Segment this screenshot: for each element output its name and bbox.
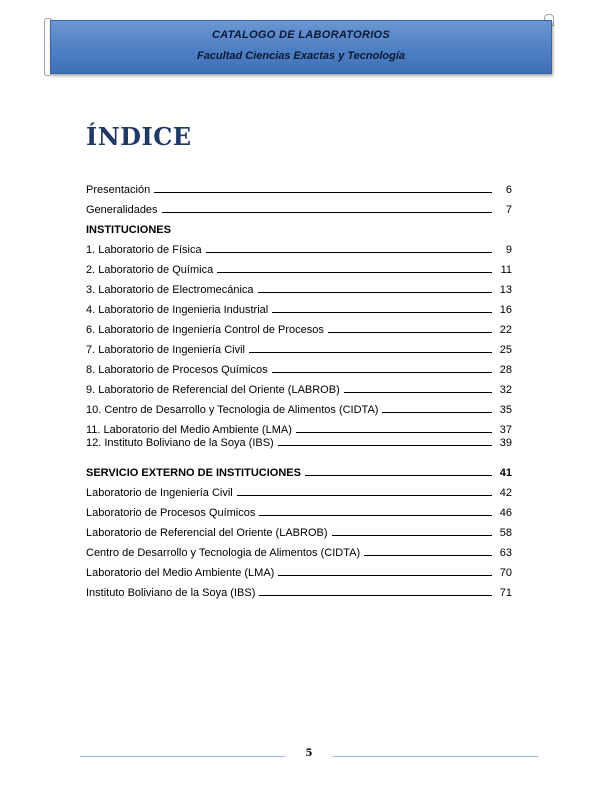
toc-leader	[364, 555, 492, 556]
toc-entry-label: Instituto Boliviano de la Soya (IBS)	[86, 587, 256, 599]
toc-section-heading	[86, 216, 512, 236]
header-subtitle: Facultad Ciencias Exactas y Tecnología	[196, 50, 406, 62]
toc-entry-label: SERVICIO EXTERNO DE INSTITUCIONES	[86, 467, 301, 479]
toc-entry[interactable]	[86, 416, 512, 436]
toc-entry[interactable]	[86, 559, 512, 579]
toc-entry[interactable]	[86, 519, 512, 539]
toc-entry-page: 9	[505, 244, 512, 256]
toc-entry-label: 4. Laboratorio de Ingenieria Industrial	[86, 304, 269, 316]
header-banner	[44, 14, 554, 74]
toc-entry[interactable]	[86, 499, 512, 519]
toc-entry-page: 58	[499, 527, 512, 539]
toc-entry-page: 25	[499, 344, 512, 356]
toc-entry-page: 6	[505, 184, 512, 196]
toc-leader	[206, 252, 492, 253]
toc-leader	[305, 475, 492, 476]
page-footer	[80, 748, 538, 764]
toc-entry[interactable]	[86, 316, 512, 336]
toc-leader	[382, 412, 492, 413]
toc-entry-label: 6. Laboratorio de Ingeniería Control de Procesos	[86, 324, 324, 336]
toc-entry[interactable]	[86, 336, 512, 356]
toc-leader	[278, 445, 492, 446]
toc-entry[interactable]	[86, 436, 512, 449]
toc-entry[interactable]	[86, 479, 512, 499]
footer-divider-right	[333, 756, 538, 757]
toc-leader	[249, 352, 492, 353]
toc-entry-label: Generalidades	[86, 204, 158, 216]
toc-entry-label: 8. Laboratorio de Procesos Químicos	[86, 364, 268, 376]
toc-entry-label: Presentación	[86, 184, 151, 196]
toc-leader	[258, 292, 492, 293]
toc-entry-page: 71	[499, 587, 512, 599]
toc-entry-page: 13	[499, 284, 512, 296]
table-of-contents	[86, 176, 512, 599]
toc-entry-page: 70	[499, 567, 512, 579]
toc-entry-page: 41	[499, 467, 512, 479]
toc-leader	[272, 372, 492, 373]
header-title: CATALOGO DE LABORATORIOS	[211, 29, 391, 41]
header-scroll	[50, 20, 552, 74]
toc-leader	[154, 192, 492, 193]
toc-entry-page: 32	[499, 384, 512, 396]
toc-leader	[217, 272, 492, 273]
toc-entry[interactable]	[86, 176, 512, 196]
toc-leader	[278, 575, 492, 576]
toc-entry-label: 10. Centro de Desarrollo y Tecnologia de Alimentos (CIDTA)	[86, 404, 379, 416]
toc-entry-page: 39	[499, 437, 512, 449]
toc-entry-page: 46	[499, 507, 512, 519]
toc-leader	[272, 312, 492, 313]
toc-leader	[259, 515, 492, 516]
toc-entry-page: 35	[499, 404, 512, 416]
toc-entry-label: Laboratorio de Ingeniería Civil	[86, 487, 233, 499]
toc-entry-label: 9. Laboratorio de Referencial del Oriente (LABROB)	[86, 384, 340, 396]
toc-entry-page: 37	[499, 424, 512, 436]
toc-leader	[332, 535, 492, 536]
toc-entry[interactable]	[86, 579, 512, 599]
toc-entry[interactable]	[86, 296, 512, 316]
toc-entry-page: 63	[499, 547, 512, 559]
toc-entry-page: 7	[505, 204, 512, 216]
toc-entry-label: 1. Laboratorio de Física	[86, 244, 202, 256]
toc-entry[interactable]	[86, 236, 512, 256]
toc-leader	[162, 212, 492, 213]
toc-entry[interactable]	[86, 396, 512, 416]
toc-leader	[328, 332, 492, 333]
toc-entry[interactable]	[86, 196, 512, 216]
toc-entry-label: 7. Laboratorio de Ingeniería Civil	[86, 344, 245, 356]
toc-leader	[296, 432, 492, 433]
toc-entry-label: 11. Laboratorio del Medio Ambiente (LMA)	[86, 424, 292, 436]
toc-entry-label: Laboratorio de Referencial del Oriente (LABROB)	[86, 527, 328, 539]
toc-leader	[259, 595, 492, 596]
toc-entry[interactable]	[86, 356, 512, 376]
toc-leader	[344, 392, 492, 393]
toc-entry-page: 22	[499, 324, 512, 336]
toc-entry[interactable]	[86, 376, 512, 396]
toc-entry-page: 42	[499, 487, 512, 499]
section-spacer	[86, 449, 512, 459]
toc-entry-page: 16	[499, 304, 512, 316]
toc-entry-label: Laboratorio del Medio Ambiente (LMA)	[86, 567, 275, 579]
page-title: ÍNDICE	[86, 122, 192, 151]
toc-section-entry[interactable]	[86, 459, 512, 479]
toc-entry[interactable]	[86, 276, 512, 296]
toc-entry-label: Laboratorio de Procesos Químicos	[86, 507, 256, 519]
toc-entry[interactable]	[86, 256, 512, 276]
toc-heading-label: INSTITUCIONES	[86, 224, 171, 236]
toc-entry[interactable]	[86, 539, 512, 559]
toc-entry-label: 12. Instituto Boliviano de la Soya (IBS)	[86, 437, 274, 449]
toc-entry-label: 2. Laboratorio de Química	[86, 264, 214, 276]
toc-entry-label: Centro de Desarrollo y Tecnologia de Alimentos (CIDTA)	[86, 547, 361, 559]
page-number: 5	[305, 748, 313, 759]
toc-entry-page: 11	[500, 264, 512, 276]
toc-entry-page: 28	[499, 364, 512, 376]
toc-leader	[237, 495, 492, 496]
toc-entry-label: 3. Laboratorio de Electromecánica	[86, 284, 254, 296]
